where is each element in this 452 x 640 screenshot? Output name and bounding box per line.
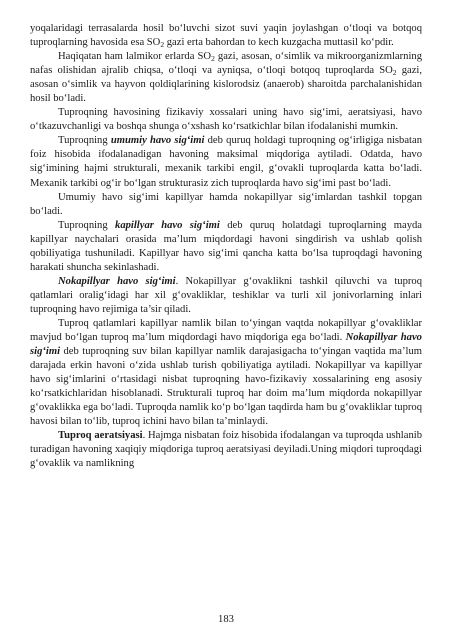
paragraph-1	[30, 22, 422, 50]
paragraph-3: Tuproqning havosining fizikaviy xossalari uning havo sig‘imi, aeratsiyasi, havo o‘tkazuvchanligi va boshqa shunga o‘xshash ko‘rsatkichlar bilan ifodalanishi mumkin.	[30, 107, 422, 133]
term-kapillyar-havo-sigimi: kapillyar havo sig‘imi	[115, 219, 220, 231]
paragraph-8-text-b: deb tuproqning suv bilan kapillyar namlik darajasigacha to‘yingan vaqtida ma’lum darajada erkin havoni o‘zida ushlab turish qobiliyatiga aytiladi. Nokapillyar va kapillyar havo sig‘imlarini o‘rtasidagi nisbat tuproqning havo-fizikaviy xossalarining eng asosiy ko‘rsatkichlaridan hisoblanadi. Strukturali tuproq har doim ma’lum miqdorda nokapillyar g‘ovaklikka ega bo‘ladi. Tuproqda namlik ko‘p bo‘lgan taqdirda ham bu g‘ovakliklar tuproq havosi bilan to‘lib, tuproq ichini havo bilan ta’minlaydi.	[30, 346, 422, 428]
term-tuproq-aeratsiyasi: Tuproq aeratsiyasi	[58, 430, 143, 442]
paragraph-8-text-a: Tuproq qatlamlari kapillyar namlik bilan to‘yingan vaqtda nokapillyar g‘ovakliklar mavjud bo‘lgan tuproq ma’lum miqdordagi havo miqdoriga ega bo‘ladi.	[30, 317, 422, 344]
paragraph-9	[30, 429, 422, 471]
paragraph-2-text-b: gazi, asosan, o‘simlik va mikroorganizmlarning nafas olishidan ajralib chiqsa, o‘tloqi va ayniqsa, o‘tloqi botqoq tuproqlarda SO	[30, 51, 422, 77]
subscript: 2	[160, 40, 165, 50]
paragraph-2	[30, 50, 422, 106]
term-umumiy-havo-sigimi: umumiy havo sig‘imi	[110, 135, 205, 147]
term-nokapillyar-havo-sigimi: Nokapillyar havo sig‘imi	[30, 332, 422, 358]
paragraph-5: Umumiy havo sig‘imi kapillyar hamda nokapillyar sig‘imlardan tashkil topgan bo‘ladi.	[30, 191, 422, 217]
paragraph-4-text-a: Tuproqning	[58, 135, 111, 147]
subscript: 2	[211, 54, 215, 64]
paragraph-4-text-b: deb quruq holdagi tuproqning og‘irligiga nisbatan foiz hisobida ifodalanadigan havoning maksimal miqdoriga aytiladi. Odatda, havo sig‘imining hajmi strukturali, mexanik tarkibi engil, g‘ovakli tuproqlarda katta bo‘ladi. Mexanik tarkibi og‘ir bo‘lgan strukturasiz zich tuproqlarda havo sig‘imi past bo‘ladi.	[30, 135, 422, 189]
paragraph-2-text-c: gazi, asosan o‘simlik va hayvon qoldiqlarining kislorodsiz (anaerob) sharoitda parchalanishidan hosil bo‘ladi.	[30, 65, 422, 105]
paragraph-1-text: yoqalaridagi terrasalarda hosil bo‘luvchi sizot suvi yaqin joylashgan o‘tloqi va botqoq tuproqlarning havosida esa SO	[30, 23, 422, 49]
paragraph-6	[30, 219, 422, 275]
paragraph-1-tail: gazi erta bahordan to kech kuzgacha muttasil ko‘pdir.	[164, 37, 394, 49]
subscript: 2	[392, 68, 397, 78]
paragraph-9-text: . Hajmga nisbatan foiz hisobida ifodalangan va tuproqda ushlanib turadigan havoning xaqiqiy miqdoriga tuproq aeratsiyasi deyiladi.Uning miqdori tuproqdagi g‘ovaklik va namlikning	[30, 430, 422, 470]
page-number: 183	[218, 614, 234, 625]
page-body	[30, 22, 422, 472]
paragraph-7-text: . Nokapillyar g‘ovaklikni tashkil qiluvchi va tuproq qatlamlari oralig‘idagi har xil g‘ovakliklar, teshiklar va turli xil jonivorlarning inlari tuproqning havo rejimiga ta’sir qiladi.	[30, 275, 423, 315]
paragraph-4	[30, 134, 422, 190]
paragraph-6-text-b: deb quruq holatdagi tuproqlarning mayda kapillyar naychalari orasida ma’lum miqdordagi havoni singdirish va ushlab qolish qobiliyatiga tushuniladi. Kapillyar havo sig‘imi qancha katta bo‘lsa tuproqdagi havoning harakati shuncha sekinlashadi.	[30, 219, 423, 273]
paragraph-7	[30, 275, 422, 317]
paragraph-8	[30, 317, 422, 429]
term-nokapillyar-havo-sigimi: Nokapillyar havo sig‘imi	[58, 275, 176, 287]
paragraph-6-text-a: Tuproqning	[58, 219, 116, 231]
paragraph-2-text-a: Haqiqatan ham lalmikor erlarda SO	[58, 51, 212, 63]
